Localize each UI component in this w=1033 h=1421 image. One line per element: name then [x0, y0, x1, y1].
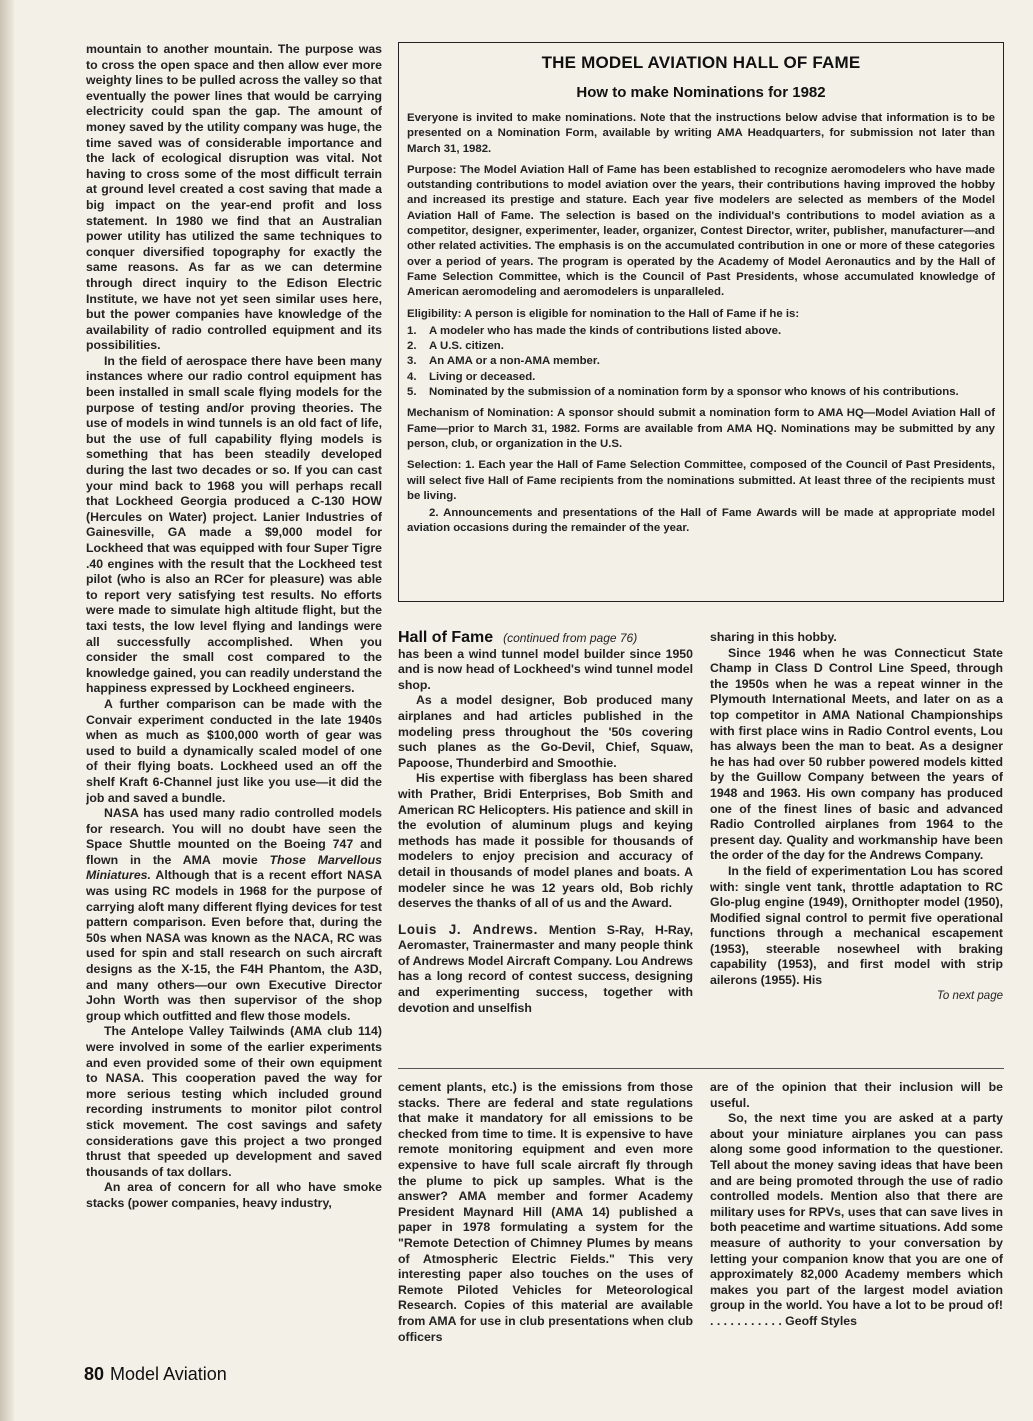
hall-of-fame-column-2 [710, 630, 1003, 1050]
eligibility-item: 3. An AMA or a non-AMA member. [407, 355, 600, 368]
hof-paragraph-2: As a model designer, Bob produced many airplanes and had articles published in the modeling press throughout the '50s covering such planes as the Go-Devil, Chief, Squaw, Papoose, Thunderbird and Smoothie. [398, 693, 693, 770]
hof-heading: Hall of Fame [398, 630, 494, 646]
box-intro: Everyone is invited to make nominations. Note that the instructions below advise that information is to be presented on a Nomination Form, available by writing AMA Headquarters, for submission not later than March 31, 1982. [407, 112, 995, 155]
mechanism-label: Mechanism of Nomination: [407, 407, 554, 420]
col5-paragraph-2 [710, 1111, 1003, 1329]
col1-paragraph-2: In the field of aerospace there have been many instances where our radio control equipment has been installed in small scale flying models for the purpose of testing and/or proving theories. The use of models in wind tunnels is an old fact of life, but the use of full capability flying models is something that has been steadily developed during the last two decades or so. If you can cast your mind back to 1968 you will perhaps recall that Lockheed Georgia produced a C-130 HOW (Hercules on Water) project. Lanier Industries of Gainesville, GA made a $9,000 model for Lockheed that was equipped with four Super Tigre .40 engines with the result that the Lockheed test pilot (who is also an RCer for pleasure) was able to report very satisfying test results. No efforts were made to simulate high altitude flight, but the taxi tests, the low level flying and landings were all successfully accomplished. When you consider the small cost compared to the knowledge gained, you can readily understand the happiness expressed by Lockheed engineers. [86, 353, 382, 696]
hof-col3-paragraph-0: sharing in this hobby. [710, 630, 837, 644]
eligibility-item: 2. A U.S. citizen. [407, 340, 504, 353]
page-number: 80 [84, 1364, 105, 1384]
eligibility-item: 4. Living or deceased. [407, 370, 536, 383]
col5-p2-text: So, the next time you are asked at a party about your miniature airplanes you can pass along some good information to the questioner. Tell about the money saving ideas that have been and are being promoted through the use of radio controlled models. Mention also that there are military uses for RPVs, uses that can save lives in both peacetime and wartime situations. Add some measure of authority to your conversation by letting your companion know that you are one of approximately 82,000 Academy members which makes you part of the largest model aviation group in the world. You have a lot to be proud of! [710, 1111, 1003, 1313]
col5-paragraph-1: are of the opinion that their inclusion will be useful. [710, 1080, 1003, 1110]
article-column-2 [398, 1080, 693, 1360]
box-title: THE MODEL AVIATION HALL OF FAME [541, 53, 861, 72]
selection-item-2: 2. Announcements and presentations of the Hall of Fame Awards will be made at appropriate model aviation occasions during the remainder of the year. [407, 507, 995, 535]
hof-paragraph-1: has been a wind tunnel model builder since 1950 and is now head of Lockheed's wind tunnel model shop. [398, 646, 693, 692]
col1-paragraph-4 [86, 806, 382, 1024]
eligibility-list [407, 324, 995, 400]
continued-note: (continued from page 76) [503, 631, 638, 645]
purpose-section [407, 163, 995, 301]
to-next-page-note: To next page [936, 989, 1003, 1002]
article-column-3 [710, 1080, 1003, 1360]
page-edge-shadow [0, 0, 14, 1421]
eligibility-item: 1. A modeler who has made the kinds of contributions listed above. [407, 324, 782, 337]
selection-text: 1. Each year the Hall of Fame Selection Committee, composed of the Council of Past Presidents, will select five Hall of Fame recipients from the nominations submitted. At least three of the recipients must be living. [407, 459, 995, 502]
col4-paragraph-1: cement plants, etc.) is the emissions from those stacks. There are federal and state regulations that make it mandatory for all emissions to be checked from time to time. It is expensive to have remote monitoring equipment and even more expensive to have full scale aircraft fly through the plume to pick up samples. What is the answer? AMA member and former Academy President Maynard Hill (AMA 14) published a paper in 1978 formulating a system for the "Remote Detection of Chimney Plumes by means of Atmospheric Electric Fields." This very interesting paper also touches on the uses of Remote Piloted Vehicles for Meteorological Research. Copies of this material are available from AMA for use in club presentations when club officers [398, 1080, 693, 1344]
andrews-name: Louis J. Andrews. [398, 921, 539, 937]
section-divider [398, 1068, 1004, 1069]
mechanism-section [407, 406, 995, 452]
mechanism-text: A sponsor should submit a nomination form to AMA HQ—Model Aviation Hall of Fame—prior to March 31, 1982. Forms are available from AMA HQ. Nominations may be submitted by any person, club, or organization in the U.S. [407, 407, 995, 450]
hof-paragraph-3: His expertise with fiberglass has been shared with Prather, Bridi Enterprises, Bob Smith and American RC Helicopters. His patience and skill in the evolution of aluminum plugs and keying methods has made it possible for thousands of modelers to enjoy precision and accuracy of detail in thousands of model planes and boats. A modeler since he was 12 years old, Bob richly deserves the thanks of all of us and the Award. [398, 771, 693, 911]
magazine-name: Model Aviation [110, 1364, 227, 1384]
col1-paragraph-6: An area of concern for all who have smoke stacks (power companies, heavy industry, [86, 1180, 382, 1210]
selection-label: Selection: [407, 459, 462, 472]
hall-of-fame-column-1 [398, 630, 693, 1055]
box-subtitle: How to make Nominations for 1982 [576, 84, 826, 101]
col1-p4-text-a: NASA has used many radio controlled models for research. You will no doubt have seen the Space Shuttle mounted on the Boeing 747 and flown in the AMA movie [86, 806, 382, 867]
andrews-paragraph [398, 922, 693, 1017]
selection-section [407, 458, 995, 504]
movie-title: Those Marvellous Miniatures. [86, 852, 382, 883]
eligibility-section [407, 307, 995, 322]
hall-of-fame-nominations-box [398, 42, 1004, 602]
article-column-1 [86, 42, 382, 1357]
eligibility-text: A person is eligible for nomination to the Hall of Fame if he is: [461, 307, 800, 320]
col1-p4-text-b: Although that is a recent effort NASA was using RC models in 1968 for the purpose of carrying aloft many different flying devices for test pattern comparison. Even before that, during the 50s when NASA was known as the NACA, RC was used for spin and stall research on such aircraft designs as the X-15, the F4H Phantom, the A3D, and many others—our own Executive Director John Worth was then supervisor of the shop group which outfitted and flew those models. [86, 868, 382, 1023]
hof-col3-paragraph-2: In the field of experimentation Lou has scored with: single vent tank, throttle adaptation to RC Glo-plug engine (1949), Ornithopter model (1950), Modified signal control to permit five operational functions through a mechanical escapement (1953), steerable nosewheel with braking capability (1953), and first model with strip ailerons (1955). His [710, 863, 1003, 988]
page-footer [84, 1362, 227, 1386]
eligibility-item: 5. Nominated by the submission of a nomination form by a sponsor who knows of his contributions. [407, 386, 959, 399]
andrews-text: Mention S-Ray, H-Ray, Aeromaster, Trainermaster and many people think of Andrews Model Aircraft Company. Lou Andrews has a long record of contest success, designing and experimenting success, together with devotion and unselfish [398, 922, 693, 1015]
col1-paragraph-3: A further comparison can be made with the Convair experiment conducted in the late 1940s when as much as $100,000 worth of gear was used to build a dynamically scaled model of one of their flying boats. Lockheed used an off the shelf Kraft 6-Channel just like you use—it did the job and saved a bundle. [86, 696, 382, 805]
purpose-text: The Model Aviation Hall of Fame has been established to recognize aeromodelers who have made outstanding contributions to model aviation over the years, their contributions having improved the hobby and increased its prestige and stature. Each year five modelers are selected as members of the Model Aviation Hall of Fame. The selection is based on the individual's contributions to model aviation as a competitor, designer, experimenter, leader, organizer, Contest Director, writer, publisher, manufacturer—and other related activities. The emphasis is on the accumulated contribution in one or more of these categories over a period of years. The program is operated by the Academy of Model Aeronautics and by the Hall of Fame Selection Committee, which is the Council of Past Presidents, whose accumulated knowledge of American aeromodeling and aeromodelers is unparalleled. [407, 163, 995, 299]
eligibility-label: Eligibility: [407, 307, 462, 320]
purpose-label: Purpose: [407, 163, 457, 176]
author-signoff: . . . . . . . . . . . Geoff Styles [710, 1313, 857, 1328]
hof-heading-line [398, 630, 693, 647]
hof-col3-paragraph-1: Since 1946 when he was Connecticut State Champ in Class D Control Line Speed, through the 1950s when he was a repeat winner in the Plymouth International Meets, and later on as a top competitor in AMA National Championships with first place wins in Radio Control events, Lou has always been the man to beat. As a designer he has had over 50 rubber powered models kitted by the Guillow Company between the years of 1948 and 1963. His own company has produced one of the finest lines of basic and advanced Radio Controlled airplanes from 1964 to the present day. Quality and workmanship have been the order of the day for the Andrews Company. [710, 645, 1003, 863]
col1-paragraph-1: mountain to another mountain. The purpose was to cross the open space and then allow ever more weighty lines to be pulled across the valley so that eventually the power lines that would be carrying electricity could span the gap. The amount of money saved by the utility company was huge, the time saved was of considerable importance and the lack of ecological disruption was vital. Not having to cross some of the most difficult terrain at ground level created a cost saving that made a big impact on the year-end profit and loss statement. In 1980 we find that an Australian power utility has utilized the same techniques to conquer diversified topography for exactly the same reasons. As far as we can determine through direct inquiry to the Edison Electric Institute, we have not yet seen similar uses here, but the power companies have knowledge of the availability of radio controlled equipment and its possibilities. [86, 42, 382, 353]
col1-paragraph-5: The Antelope Valley Tailwinds (AMA club 114) were involved in some of the earlier experiments and even provided some of their own equipment to NASA. This cooperation paved the way for more serious testing which included ground recording instruments to monitor pilot control stick movement. The cost savings and safety considerations gave this project a two pronged thrust that speeded up development and saved thousands of tax dollars. [86, 1024, 382, 1179]
